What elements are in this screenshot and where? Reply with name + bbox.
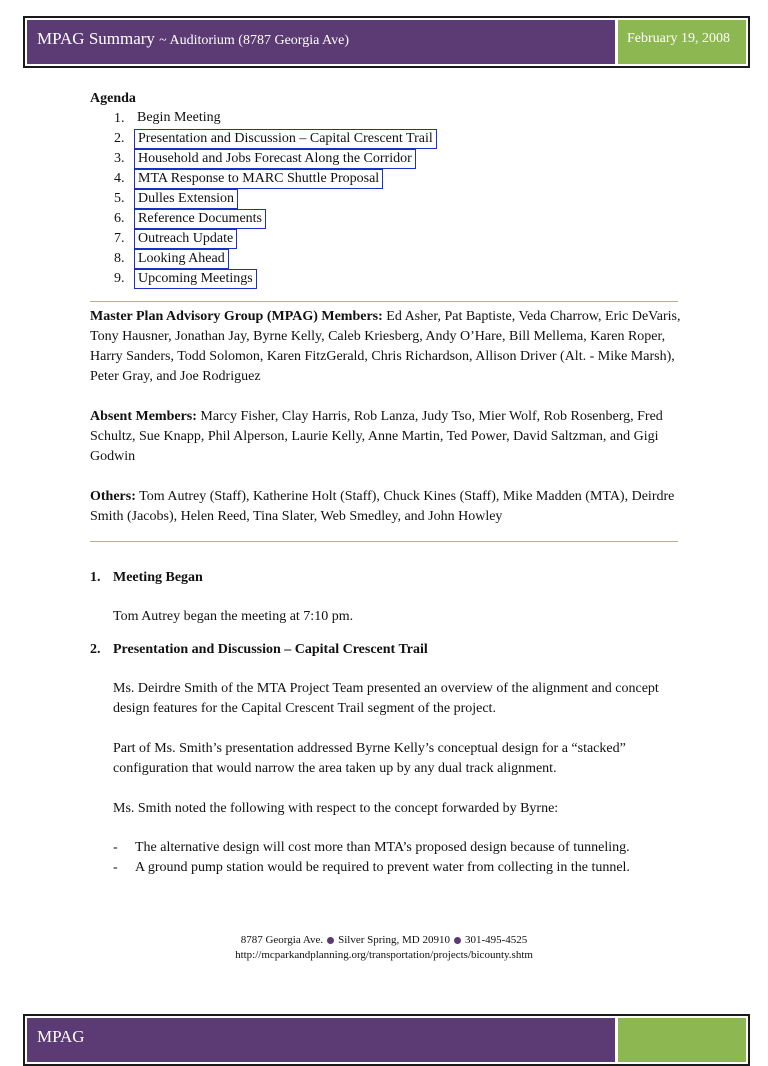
header-title-band — [27, 20, 615, 64]
members-label: Master Plan Advisory Group (MPAG) Members: — [90, 309, 383, 324]
header-title-band — [27, 1018, 615, 1062]
agenda-list — [90, 110, 433, 291]
section-paragraph: Tom Autrey began the meeting at 7:10 pm. — [113, 609, 354, 624]
agenda-item-link[interactable]: Reference Documents — [134, 209, 266, 229]
header-title — [37, 29, 349, 49]
footer-url[interactable]: http://mcparkandplanning.org/transportation/projects/bicounty.shtm — [235, 949, 533, 961]
section-number: 2. — [90, 642, 101, 657]
agenda-item-link[interactable]: Household and Jobs Forecast Along the Corridor — [134, 149, 416, 169]
bullet-dot-icon — [327, 937, 334, 944]
agenda-item-number: 9. — [114, 271, 125, 286]
section-paragraph: Part of Ms. Smith’s presentation addressed Byrne Kelly’s conceptual design for a “stacked” configuration that would narrow the area taken up by any dual track alignment. — [113, 741, 626, 776]
agenda-item[interactable] — [90, 151, 412, 171]
agenda-item-link[interactable]: Presentation and Discussion – Capital Crescent Trail — [134, 129, 437, 149]
agenda-item[interactable] — [90, 231, 234, 251]
agenda-item-number: 8. — [114, 251, 125, 266]
agenda-item-link[interactable]: Looking Ahead — [134, 249, 229, 269]
agenda-item[interactable] — [90, 171, 380, 191]
agenda-item-number: 5. — [114, 191, 125, 206]
agenda-heading: Agenda — [90, 91, 136, 106]
absent-list: Marcy Fisher, Clay Harris, Rob Lanza, Judy Tso, Mier Wolf, Rob Rosenberg, Fred Schultz, Sue Knapp, Phil Alperson, Laurie Kelly, Anne Martin, Ted Power, David Saltzman, and Gigi Godwin — [90, 409, 663, 464]
header-date-band — [618, 20, 746, 64]
header-date-band — [618, 1018, 746, 1062]
agenda-item-number: 1. — [114, 111, 125, 126]
absent-label: Absent Members: — [90, 409, 197, 424]
agenda-item[interactable] — [90, 211, 262, 231]
others-list: Tom Autrey (Staff), Katherine Holt (Staff), Chuck Kines (Staff), Mike Madden (MTA), Deirdre Smith (Jacobs), Helen Reed, Tina Slater, Web Smedley, and John Howley — [90, 489, 675, 524]
next-page-header — [23, 1014, 750, 1066]
footer-phone: 301-495-4525 — [464, 934, 528, 946]
agenda-item-number: 6. — [114, 211, 125, 226]
others-label: Others: — [90, 489, 136, 504]
agenda-item-link[interactable]: MTA Response to MARC Shuttle Proposal — [134, 169, 383, 189]
agenda-item-number: 7. — [114, 231, 125, 246]
agenda-item-number: 2. — [114, 131, 125, 146]
agenda-item[interactable] — [90, 251, 225, 271]
divider — [90, 301, 678, 302]
page-footer — [0, 933, 768, 963]
bullet-text: The alternative design will cost more than MTA’s proposed design because of tunneling. — [135, 840, 630, 855]
agenda-item-label: Begin Meeting — [137, 110, 221, 125]
members-list: Ed Asher, Pat Baptiste, Veda Charrow, Eric DeVaris, Tony Hausner, Jonathan Jay, Byrne Kelly, Caleb Kriesberg, Andy O’Hare, Bill Mellema, Karen Roper, Harry Sanders, Todd Solomon, Karen FitzGerald, Chris Richardson, Allison Driver (Alt. - Mike Marsh), Peter Gray, and Joe Rodriguez — [90, 309, 681, 384]
agenda-item[interactable] — [90, 191, 235, 211]
agenda — [90, 91, 433, 291]
absent-paragraph — [90, 407, 685, 467]
footer-contact — [0, 933, 768, 948]
agenda-item-link[interactable]: Dulles Extension — [134, 189, 238, 209]
agenda-item[interactable] — [90, 271, 253, 291]
agenda-item-link[interactable]: Outreach Update — [134, 229, 237, 249]
members-paragraph — [90, 307, 685, 387]
agenda-item[interactable] — [90, 131, 433, 151]
header-subtitle: ~ Auditorium (8787 Georgia Ave) — [159, 33, 349, 48]
bullet-text: A ground pump station would be required to prevent water from collecting in the tunnel. — [135, 860, 630, 875]
section-paragraph: Ms. Deirdre Smith of the MTA Project Team presented an overview of the alignment and concept design features for the Capital Crescent Trail segment of the project. — [113, 681, 659, 716]
header-title-text: MPAG Summary — [37, 29, 155, 48]
agenda-item — [90, 110, 221, 131]
bullet-dot-icon — [454, 937, 461, 944]
next-page-header-title: MPAG — [37, 1027, 85, 1046]
section-title: Presentation and Discussion – Capital Crescent Trail — [113, 642, 428, 657]
divider — [90, 541, 678, 542]
agenda-item-number: 3. — [114, 151, 125, 166]
section-heading — [90, 642, 428, 658]
agenda-item-number: 4. — [114, 171, 125, 186]
footer-city: Silver Spring, MD 20910 — [338, 934, 450, 946]
agenda-item-link[interactable]: Upcoming Meetings — [134, 269, 257, 289]
footer-address: 8787 Georgia Ave. — [240, 934, 324, 946]
section-number: 1. — [90, 570, 101, 585]
section-heading — [90, 570, 203, 586]
header-date: February 19, 2008 — [627, 31, 731, 46]
page-header — [23, 16, 750, 68]
section-title: Meeting Began — [113, 570, 203, 585]
others-paragraph — [90, 487, 685, 527]
section-paragraph: Ms. Smith noted the following with respect to the concept forwarded by Byrne: — [113, 801, 559, 816]
